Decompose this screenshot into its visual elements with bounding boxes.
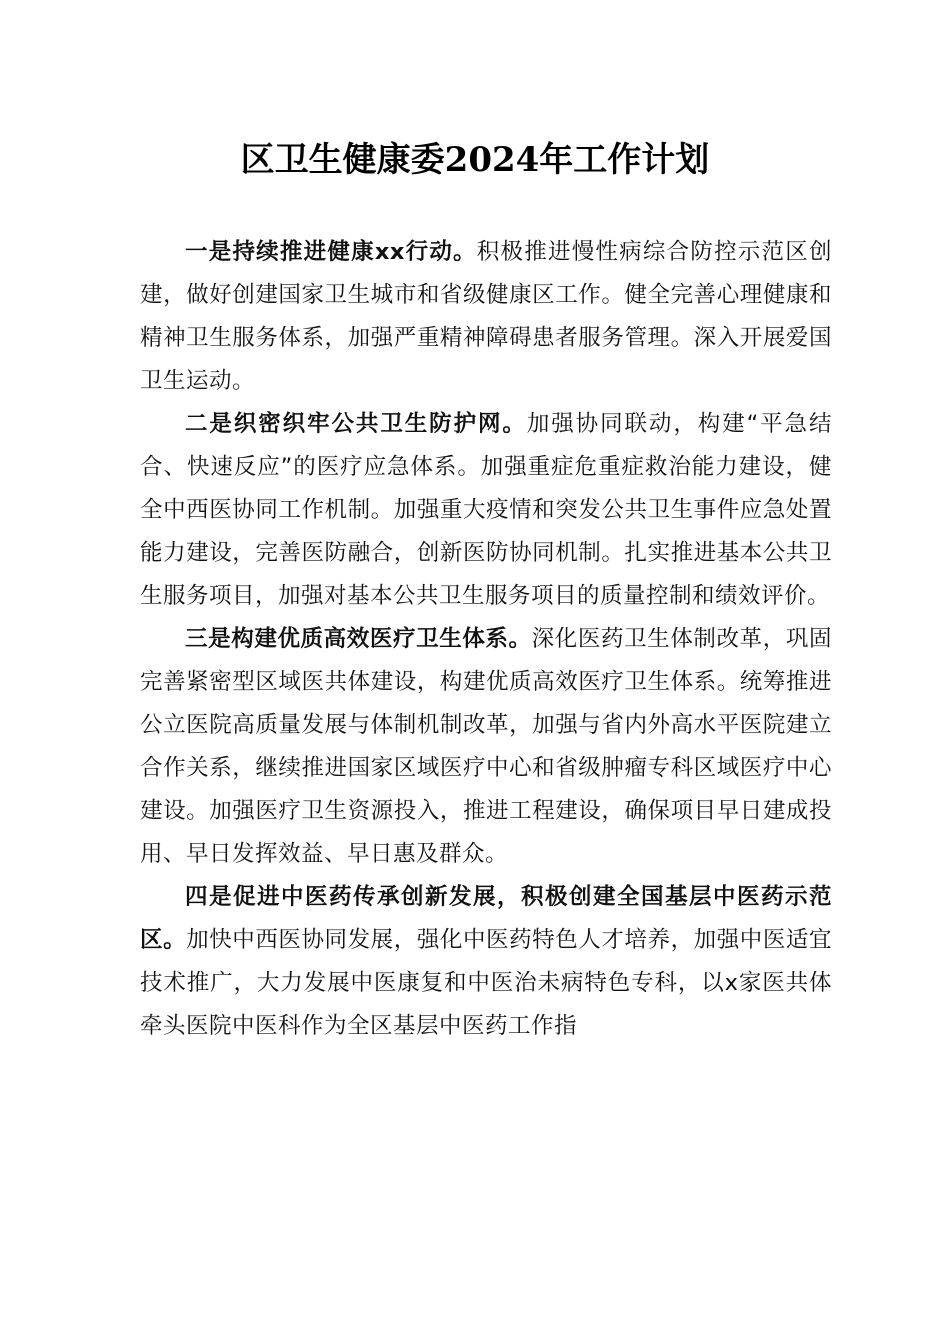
paragraph-text: 加快中西医协同发展，强化中医药特色人才培养，加强中医适宜技术推广，大力发展中医康复和中医治未病特色专科，以x家医共体牵头医院中医科作为全区基层中医药工作指 (140, 927, 832, 1039)
paragraph-1 (140, 231, 832, 403)
document-body (140, 231, 832, 1048)
paragraph-text: 深化医药卫生体制改革，巩固完善紧密型区域医共体建设，构建优质高效医疗卫生体系。统筹推进公立医院高质量发展与体制机制改革，加强与省内外高水平医院建立合作关系，继续推进国家区域医疗中心和省级肿瘤专科区域医疗中心建设。加强医疗卫生资源投入，推进工程建设，确保项目早日建成投用、早日发挥效益、早日惠及群众。 (140, 626, 832, 867)
document-title: 区卫生健康委2024年工作计划 (240, 140, 710, 180)
paragraph-text: 加强协同联动，构建“平急结合、快速反应”的医疗应急体系。加强重症危重症救治能力建设，健全中西医协同工作机制。加强重大疫情和突发公共卫生事件应急处置能力建设，完善医防融合，创新医防协同机制。扎实推进基本公共卫生服务项目，加强对基本公共卫生服务项目的质量控制和绩效评价。 (140, 411, 832, 609)
paragraph-lead: 三是构建优质高效医疗卫生体系。 (185, 626, 532, 652)
paragraph-lead: 二是织密织牢公共卫生防护网。 (185, 411, 527, 437)
paragraph-2 (140, 403, 832, 618)
paragraph-lead: 一是持续推进健康xx行动。 (185, 239, 477, 265)
paragraph-lead: 四是促进中医药传承创新发展，积极创建全国基层中医药示范区。 (140, 884, 832, 953)
paragraph-text: 积极推进慢性病综合防控示范区创建，做好创建国家卫生城市和省级健康区工作。健全完善心理健康和精神卫生服务体系，加强严重精神障碍患者服务管理。深入开展爱国卫生运动。 (140, 239, 832, 394)
paragraph-4 (140, 876, 832, 1048)
paragraph-3 (140, 618, 832, 876)
